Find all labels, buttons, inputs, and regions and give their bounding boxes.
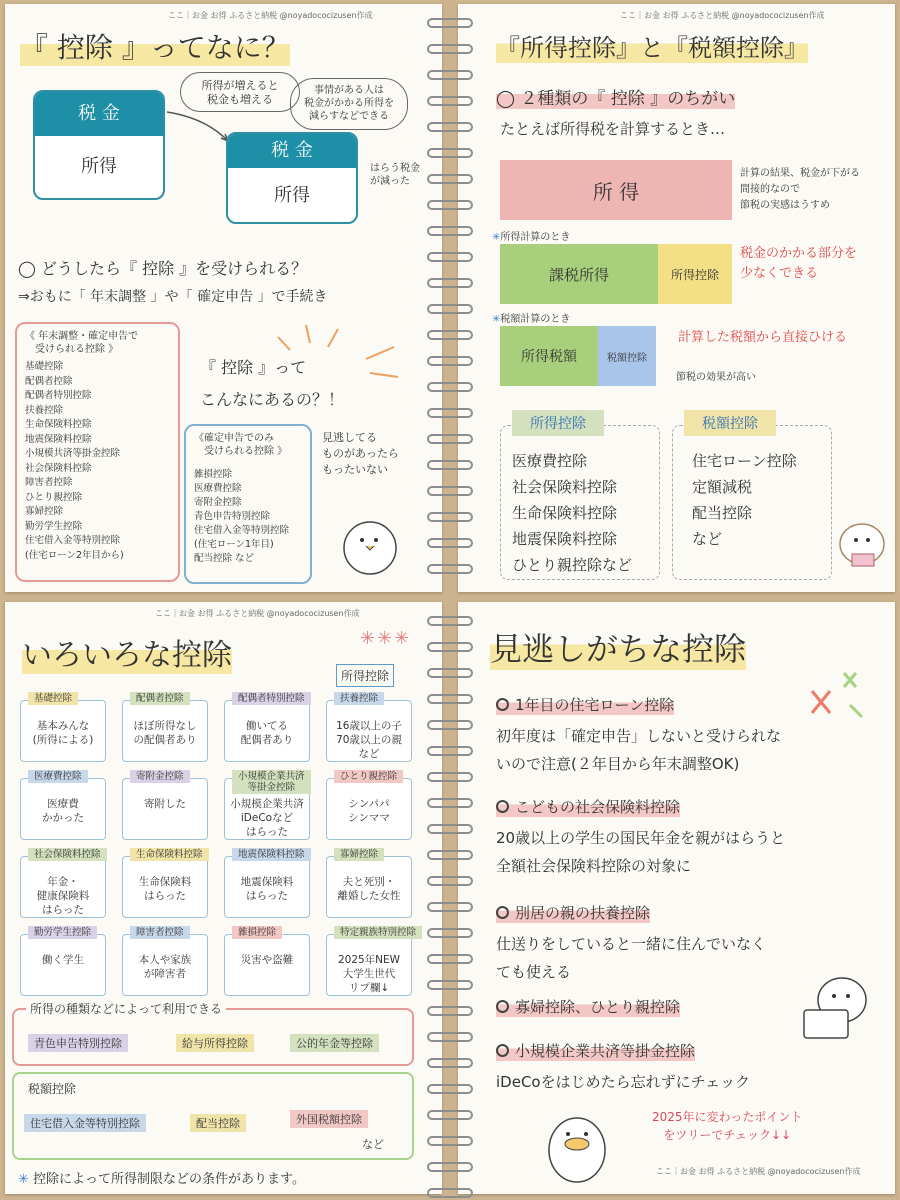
label-income-calc-text: 所得計算のとき: [500, 232, 571, 243]
income-type-tag: 青色申告特別控除: [28, 1034, 128, 1052]
tree-check-note: 2025年に変わったポイント をツリーでチェック↓↓: [652, 1110, 803, 1142]
list-item: など: [692, 530, 723, 548]
list-item: 医療費控除: [512, 452, 588, 470]
deduction-card-label: 地震保険料控除: [232, 848, 311, 861]
binding-ring: [427, 356, 473, 366]
binding-ring: [427, 694, 473, 704]
credit-p2: ここ｜お金 お得 ふるさと納税 @noyadococizusen作成: [620, 11, 825, 20]
note-effect: 節税の効果が高い: [676, 372, 756, 383]
p2-title: 『所得控除』と『税額控除』: [496, 28, 808, 63]
binding-ring: [427, 460, 473, 470]
p4-title: 見逃しがちな控除: [490, 624, 746, 670]
binding-ring: [427, 980, 473, 990]
deduction-card-label: 勤労学生控除: [28, 926, 97, 939]
binding-ring: [427, 772, 473, 782]
list-item: 医療費控除: [194, 483, 242, 494]
list-item: 障害者控除: [25, 477, 73, 488]
binding-ring: [427, 1162, 473, 1172]
binding-ring: [427, 226, 473, 236]
overlooked-item-heading-text: 別居の親の扶養控除: [515, 904, 651, 922]
income-type-tag: 給与所得控除: [176, 1034, 254, 1052]
deduction-card: 年金・ 健康保険料 はらった: [20, 856, 106, 918]
deduction-card: 働く学生: [20, 934, 106, 996]
overlooked-item-heading: [496, 902, 650, 923]
overlooked-item-body: 初年度は「確定申告」しないと受けられな いので注意(２年目から年末調整OK): [496, 727, 782, 773]
bird-mascot-icon: [330, 500, 410, 580]
deduction-card: 16歳以上の子 70歳以上の親 など: [326, 700, 412, 762]
income-type-tag: 公的年金等控除: [290, 1034, 379, 1052]
tax-credit-tag: 配当控除: [190, 1114, 246, 1132]
binding-ring: [427, 850, 473, 860]
list-item: (住宅ローン1年目): [194, 539, 274, 550]
binding-ring: [427, 304, 473, 314]
label-tax-calc: ✳税額計算のとき: [492, 314, 571, 325]
binding-ring: [427, 1058, 473, 1068]
deduction-list: [25, 360, 170, 563]
binding-ring: [427, 954, 473, 964]
binding-ring: [427, 564, 473, 574]
tax-credit-etc: など: [362, 1138, 384, 1151]
list-item: 配偶者特別控除: [25, 390, 92, 401]
overlooked-item-heading: [496, 796, 680, 817]
tax-credit-bar: 税額控除: [598, 326, 656, 386]
list-item: 雑損控除: [194, 469, 233, 480]
overlooked-item-body: iDeCoをはじめたら忘れずにチェック: [496, 1073, 751, 1091]
overlooked-item-heading-text: 1年目の住宅ローン控除: [515, 696, 675, 714]
binding-ring: [427, 1032, 473, 1042]
binding-ring: [427, 642, 473, 652]
overlooked-item-heading-text: 小規模企業共済等掛金控除: [515, 1042, 696, 1060]
list-item: 寡婦控除: [25, 506, 64, 517]
deduction-card-label: 寄附金控除: [130, 770, 190, 783]
circle-bullet-icon: [496, 906, 509, 919]
deduction-card-label: 小規模企業共済 等掛金控除: [232, 770, 311, 794]
deduction-card-label: 生命保険料控除: [130, 848, 209, 861]
list-title: 《 年末調整・確定申告で 受けられる控除 》: [25, 331, 139, 355]
p3-title: いろいろな控除: [22, 630, 232, 674]
p1-title: 『 控除 』ってなに？: [20, 26, 290, 66]
list-item: 寄附金控除: [194, 497, 242, 508]
deduction-list-box: [15, 322, 180, 582]
list-item: 配当控除: [692, 504, 753, 522]
binding-ring: [427, 330, 473, 340]
overlooked-item-heading-text: 寡婦控除、ひとり親控除: [515, 998, 681, 1016]
binding-ring: [427, 174, 473, 184]
list-item: 定額減税: [692, 478, 753, 496]
income-label-2: 所得: [274, 185, 310, 206]
tax-label-2: 税 金: [228, 134, 356, 168]
binding-ring: [427, 616, 473, 626]
asterisk-icon: ✳✳✳: [360, 628, 412, 649]
binding-ring: [427, 18, 473, 28]
tax-credit-items: [692, 448, 797, 552]
tax-label: 税 金: [35, 92, 163, 136]
list-item: ひとり親控除: [25, 491, 83, 503]
binding-ring: [427, 44, 473, 54]
list-item: 勤労学生控除: [25, 520, 83, 532]
deduction-card: 基本みんな (所得による): [20, 700, 106, 762]
tax-return-only-list: [194, 468, 302, 566]
list-item: (住宅ローン2年目から): [25, 549, 124, 561]
deduction-card-label: ひとり親控除: [334, 770, 403, 783]
overlooked-item-heading: [496, 996, 680, 1017]
note-direct: 計算した税額から直接ひける: [678, 330, 848, 345]
alpaca-mascot-icon: [832, 508, 892, 572]
binding-ring: [427, 1006, 473, 1016]
tax-credit-tag: 外国税額控除: [290, 1110, 368, 1128]
binding-ring: [427, 1188, 473, 1198]
income-deduction-stamp: 所得控除: [336, 664, 394, 687]
tax-box-large: [33, 90, 165, 200]
deduction-card: 小規模企業共済 iDeCoなど はらった: [224, 778, 310, 840]
note-reduce-taxable: 税金のかかる部分を 少なくできる: [740, 246, 858, 281]
list-item: 小規模共済等掛金控除: [25, 448, 121, 459]
deduction-card: 医療費 かかった: [20, 778, 106, 840]
list-item: 住宅借入金等特別控除: [25, 535, 121, 546]
deduction-card: シンパパ シンママ: [326, 778, 412, 840]
bubble-income-up: 所得が増えると 税金も増える: [180, 72, 300, 112]
binding-ring: [427, 720, 473, 730]
p1-answer: ⇒おもに「 年末調整 」や「 確定申告 」で手続き: [18, 289, 328, 305]
credit-p1: ここ｜お金 お得 ふるさと納税 @noyadococizusen作成: [168, 11, 373, 20]
list-item: 青色申告特別控除: [194, 511, 271, 522]
binding-ring: [427, 1110, 473, 1120]
deduction-card: 生命保険料 はらった: [122, 856, 208, 918]
binding-ring: [427, 538, 473, 548]
p2-subtitle: [496, 84, 735, 109]
binding-ring: [427, 434, 473, 444]
deduction-card-label: 寡婦控除: [334, 848, 384, 861]
circle-bullet-icon: [496, 698, 509, 711]
label-tax-calc-text: 税額計算のとき: [500, 314, 571, 325]
deduction-card-label: 基礎控除: [28, 692, 78, 705]
list-item: 社会保険料控除: [25, 462, 92, 474]
list-item: ひとり親控除など: [512, 556, 633, 574]
platypus-icon: [532, 1100, 622, 1190]
overlooked-item-heading: [496, 694, 674, 715]
deduction-card-label: 特定親族特別控除: [334, 926, 422, 939]
overlooked-item-heading: [496, 1040, 695, 1061]
deduction-card: ほぼ所得なし の配偶者あり: [122, 700, 208, 762]
binding-ring: [427, 746, 473, 756]
missed-note: 見逃してる ものがあったら もったいない: [322, 431, 399, 476]
note-indirect: 計算の結果、税金が下がる 間接的なので 節税の実感はうすめ: [740, 168, 860, 211]
binding-ring: [427, 278, 473, 288]
income-deduction-items: [512, 448, 632, 578]
bubble-reduce: 事情がある人は 税金がかかる所得を 減らすなどできる: [290, 78, 408, 130]
arrow-icon: [165, 108, 235, 148]
p2-subtitle-text: ◯ ２種類の『 控除 』のちがい: [496, 89, 736, 109]
deduction-card-label: 社会保険料控除: [28, 848, 107, 861]
income-type-title: 所得の種類などによって利用できる: [26, 1000, 226, 1017]
binding-ring: [427, 668, 473, 678]
list-item: 住宅借入金等特別控除: [194, 525, 290, 536]
deduction-card: 寄附した: [122, 778, 208, 840]
list-item: 地震保険料控除: [512, 530, 618, 548]
label-income-calc: ✳所得計算のとき: [492, 232, 571, 243]
income-deduction-head: 所得控除: [512, 410, 604, 436]
list-item: 地震保険料控除: [25, 433, 92, 445]
taxable-income-bar: 課税所得: [500, 244, 658, 304]
circle-bullet-icon: [496, 1000, 509, 1013]
binding-ring: [427, 876, 473, 886]
binding-ring: [427, 1136, 473, 1146]
binding-ring: [427, 122, 473, 132]
deduction-card-label: 障害者控除: [130, 926, 190, 939]
binding-ring: [427, 96, 473, 106]
deduction-card-label: 配偶者特別控除: [232, 692, 311, 705]
list-item: 住宅ローン控除: [692, 452, 797, 470]
p3-footnote-text: 控除によって所得制限などの条件があります。: [33, 1172, 306, 1187]
deduction-card: 災害や盗難: [224, 934, 310, 996]
credit-p3: ここ｜お金 お得 ふるさと納税 @noyadococizusen作成: [155, 609, 360, 618]
binding-ring: [427, 798, 473, 808]
circle-bullet-icon: [496, 800, 509, 813]
tax-reduced-note: はらう税金 が減った: [370, 163, 420, 187]
deduction-card: 2025年NEW 大学生世代 リプ欄↓: [326, 934, 412, 996]
deduction-card-label: 医療費控除: [28, 770, 88, 783]
list-item: 生命保険料控除: [25, 419, 92, 430]
binding-ring: [427, 486, 473, 496]
overlooked-item-heading-text: こどもの社会保険料控除: [515, 798, 681, 816]
sparkle-deco-icon: [800, 665, 870, 725]
p3-footnote: ✳ 控除によって所得制限などの条件があります。: [18, 1172, 306, 1187]
income-bar: 所 得: [500, 160, 732, 220]
binding-ring: [427, 824, 473, 834]
deduction-card: 地震保険料 はらった: [224, 856, 310, 918]
circle-bullet-icon: [496, 1044, 509, 1057]
binding-ring: [427, 382, 473, 392]
income-deduction-bar: 所得控除: [658, 244, 732, 304]
deduction-card: 夫と死別・ 離婚した女性: [326, 856, 412, 918]
binding-ring: [427, 1084, 473, 1094]
tax-credit-title: 税額控除: [28, 1082, 77, 1096]
list-item: 配当控除 など: [194, 553, 255, 564]
deduction-card: 働いてる 配偶者あり: [224, 700, 310, 762]
deduction-card: 本人や家族 が障害者: [122, 934, 208, 996]
income-tax-amount-bar: 所得税額: [500, 326, 598, 386]
list-item: 生命保険料控除: [512, 504, 618, 522]
binding-ring: [427, 928, 473, 938]
credit-p4: ここ｜お金 お得 ふるさと納税 @noyadococizusen作成: [656, 1167, 861, 1176]
binding-ring: [427, 148, 473, 158]
deduction-card-label: 配偶者控除: [130, 692, 190, 705]
duck-laptop-icon: [790, 966, 885, 1046]
deduction-card-label: 扶養控除: [334, 692, 384, 705]
overlooked-item-body: 20歳以上の学生の国民年金を親がはらうと 全額社会保険料控除の対象に: [496, 829, 786, 875]
tax-box-small: [226, 132, 358, 224]
binding-ring: [427, 70, 473, 80]
binding-ring: [427, 252, 473, 262]
exclaim-text: 『 控除 』って こんなにあるの？！: [200, 358, 345, 409]
binding-ring: [427, 902, 473, 912]
list2-title: 《確定申告でのみ 受けられる控除 》: [194, 433, 288, 457]
binding-ring: [427, 200, 473, 210]
tax-credit-tag: 住宅借入金等特別控除: [24, 1114, 146, 1132]
list-item: 社会保険料控除: [512, 478, 618, 496]
list-item: 基礎控除: [25, 361, 64, 372]
list-item: 配偶者控除: [25, 375, 73, 387]
tax-credit-head: 税額控除: [684, 410, 776, 436]
binding-ring: [427, 408, 473, 418]
list-item: 扶養控除: [25, 404, 64, 416]
binding-ring: [427, 512, 473, 522]
p2-subtitle2: たとえば所得税を計算するとき…: [500, 120, 726, 138]
tax-return-only-box: [184, 424, 312, 584]
overlooked-item-body: 仕送りをしていると一緒に住んでいなく ても使える: [496, 935, 767, 981]
income-label: 所得: [81, 156, 117, 177]
p1-question: ◯ どうしたら『 控除 』を受けられる？: [18, 259, 308, 278]
deduction-card-label: 雑損控除: [232, 926, 282, 939]
